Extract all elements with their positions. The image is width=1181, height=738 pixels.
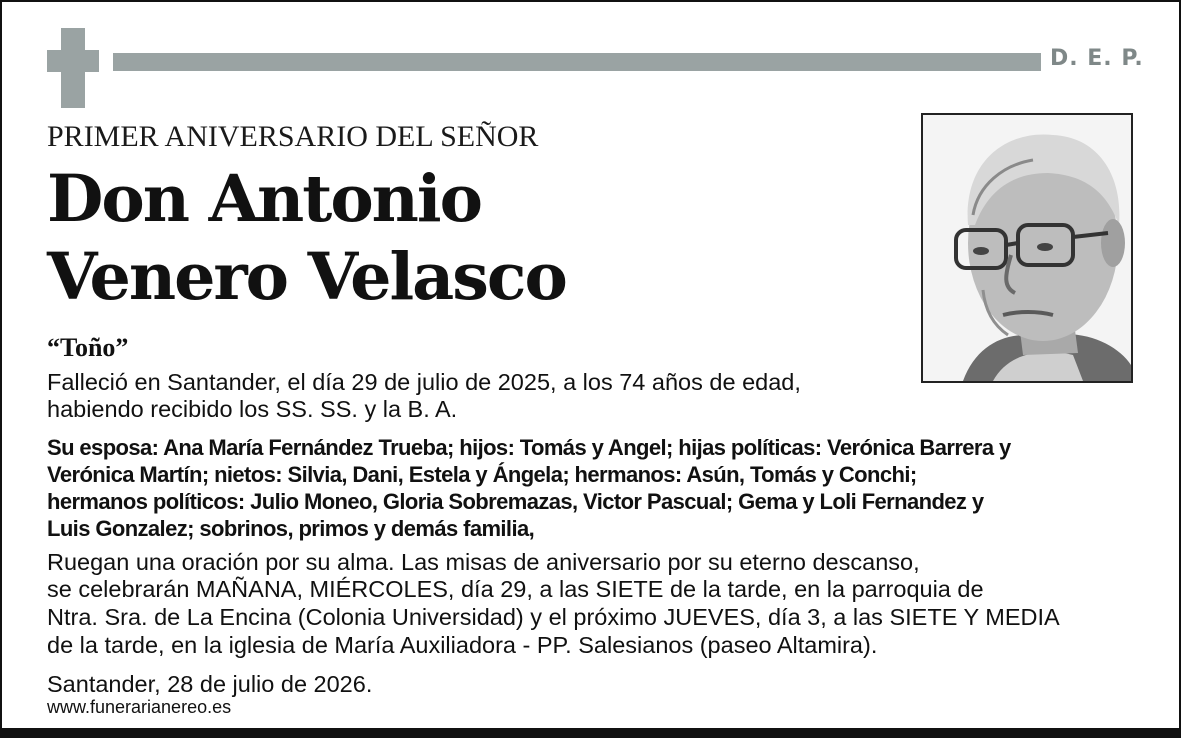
mass-line-2: se celebrarán MAÑANA, MIÉRCOLES, día 29, a las SIETE de la tarde, en la parroquia de	[47, 576, 984, 602]
nickname: “Toño”	[47, 333, 129, 362]
mass-line-4: de la tarde, en la iglesia de María Auxiliadora - PP. Salesianos (paseo Altamira).	[47, 632, 878, 658]
mass-line-1: Ruegan una oración por su alma. Las misas de aniversario por su eterno descanso,	[47, 549, 920, 575]
death-line-2: habiendo recibido los SS. SS. y la B. A.	[47, 396, 458, 422]
family-line: Verónica Martín; nietos: Silvia, Dani, Estela y Ángela; hermanos: Asún, Tomás y Conchi;	[47, 462, 917, 487]
family-line: hermanos políticos: Julio Moneo, Gloria Sobremazas, Victor Pascual; Gema y Loli Fernandez y	[47, 489, 984, 514]
name-line-2: Venero Velasco	[47, 239, 566, 315]
name-line-1: Don Antonio	[47, 161, 481, 237]
mass-line-3: Ntra. Sra. de La Encina (Colonia Universidad) y el próximo JUEVES, día 3, a las SIETE Y MEDIA	[47, 604, 1060, 630]
deceased-name	[47, 160, 566, 316]
portrait-photo	[921, 113, 1133, 383]
cross-icon	[47, 28, 99, 108]
place-date: Santander, 28 de julio de 2026.	[47, 671, 373, 697]
header-rule	[113, 53, 1041, 71]
family-line: Su esposa: Ana María Fernández Trueba; hijos: Tomás y Angel; hijas políticas: Verónica Barrera y	[47, 435, 1011, 460]
family-paragraph	[47, 434, 1011, 542]
family-line: Luis Gonzalez; sobrinos, primos y demás familia,	[47, 516, 535, 541]
website-link[interactable]: www.funerarianereo.es	[47, 697, 232, 717]
portrait-illustration	[923, 115, 1131, 381]
anniversary-subtitle: PRIMER ANIVERSARIO DEL SEÑOR	[47, 120, 539, 153]
dep-label: D. E. P.	[1050, 46, 1144, 71]
death-line-1: Falleció en Santander, el día 29 de julio de 2025, a los 74 años de edad,	[47, 369, 801, 395]
